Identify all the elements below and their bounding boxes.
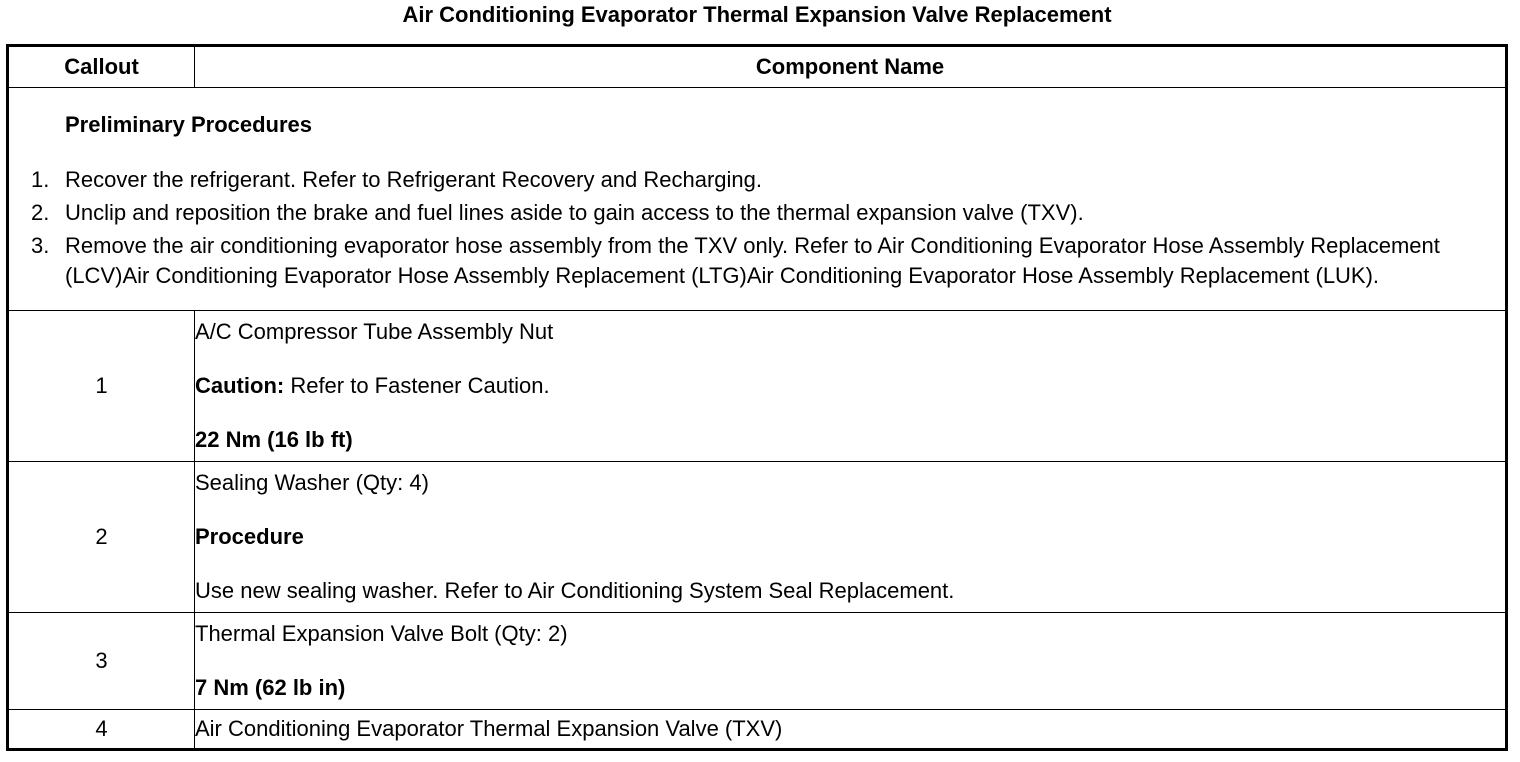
preliminary-heading: Preliminary Procedures bbox=[65, 111, 313, 137]
list-item bbox=[9, 231, 1505, 291]
component-cell bbox=[195, 613, 1507, 710]
table-header-row bbox=[8, 46, 1507, 88]
table-row bbox=[8, 311, 1507, 462]
callout-cell: 2 bbox=[8, 462, 195, 613]
caution-note bbox=[195, 373, 1505, 399]
procedure-label: Procedure bbox=[195, 524, 304, 549]
header-callout: Callout bbox=[8, 46, 195, 88]
torque-spec: 22 Nm (16 lb ft) bbox=[195, 427, 353, 452]
list-item bbox=[9, 165, 1505, 195]
caution-text: Refer to Fastener Caution. bbox=[284, 373, 550, 398]
step-number: 1. bbox=[31, 166, 50, 192]
preliminary-row bbox=[8, 88, 1507, 311]
document-title: Air Conditioning Evaporator Thermal Expansion Valve Replacement bbox=[402, 2, 1112, 27]
step-text: Recover the refrigerant. Refer to Refrigerant Recovery and Recharging. bbox=[65, 166, 763, 192]
callout-cell: 4 bbox=[8, 710, 195, 750]
component-cell bbox=[195, 710, 1507, 750]
component-name: Thermal Expansion Valve Bolt (Qty: 2) bbox=[195, 621, 568, 646]
torque-spec: 7 Nm (62 lb in) bbox=[195, 675, 346, 700]
procedure-text: Use new sealing washer. Refer to Air Conditioning System Seal Replacement. bbox=[195, 578, 955, 603]
callout-cell: 3 bbox=[8, 613, 195, 710]
step-number: 2. bbox=[31, 199, 50, 225]
table-row bbox=[8, 613, 1507, 710]
component-name: Sealing Washer (Qty: 4) bbox=[195, 470, 429, 495]
component-table bbox=[6, 44, 1508, 751]
preliminary-steps bbox=[9, 165, 1505, 291]
step-text: Remove the air conditioning evaporator hose assembly from the TXV only. Refer to Air Conditioning Evaporator Hose Assembly Replacement (LCV)Air Conditioning Evaporator Hose Assembly Replacement (LTG)Air Conditioning Evaporator Hose Assembly Replacement (LUK). bbox=[65, 232, 1440, 288]
table-row bbox=[8, 710, 1507, 750]
caution-label: Caution: bbox=[195, 373, 285, 398]
component-cell bbox=[195, 311, 1507, 462]
component-name: Air Conditioning Evaporator Thermal Expansion Valve (TXV) bbox=[195, 716, 783, 741]
step-number: 3. bbox=[31, 232, 50, 258]
component-name: A/C Compressor Tube Assembly Nut bbox=[195, 319, 554, 344]
header-component-name: Component Name bbox=[195, 46, 1507, 88]
table-row bbox=[8, 462, 1507, 613]
component-cell bbox=[195, 462, 1507, 613]
preliminary-procedures bbox=[8, 88, 1507, 311]
step-text: Unclip and reposition the brake and fuel lines aside to gain access to the thermal expansion valve (TXV). bbox=[65, 199, 1084, 225]
callout-cell: 1 bbox=[8, 311, 195, 462]
list-item bbox=[9, 198, 1505, 228]
